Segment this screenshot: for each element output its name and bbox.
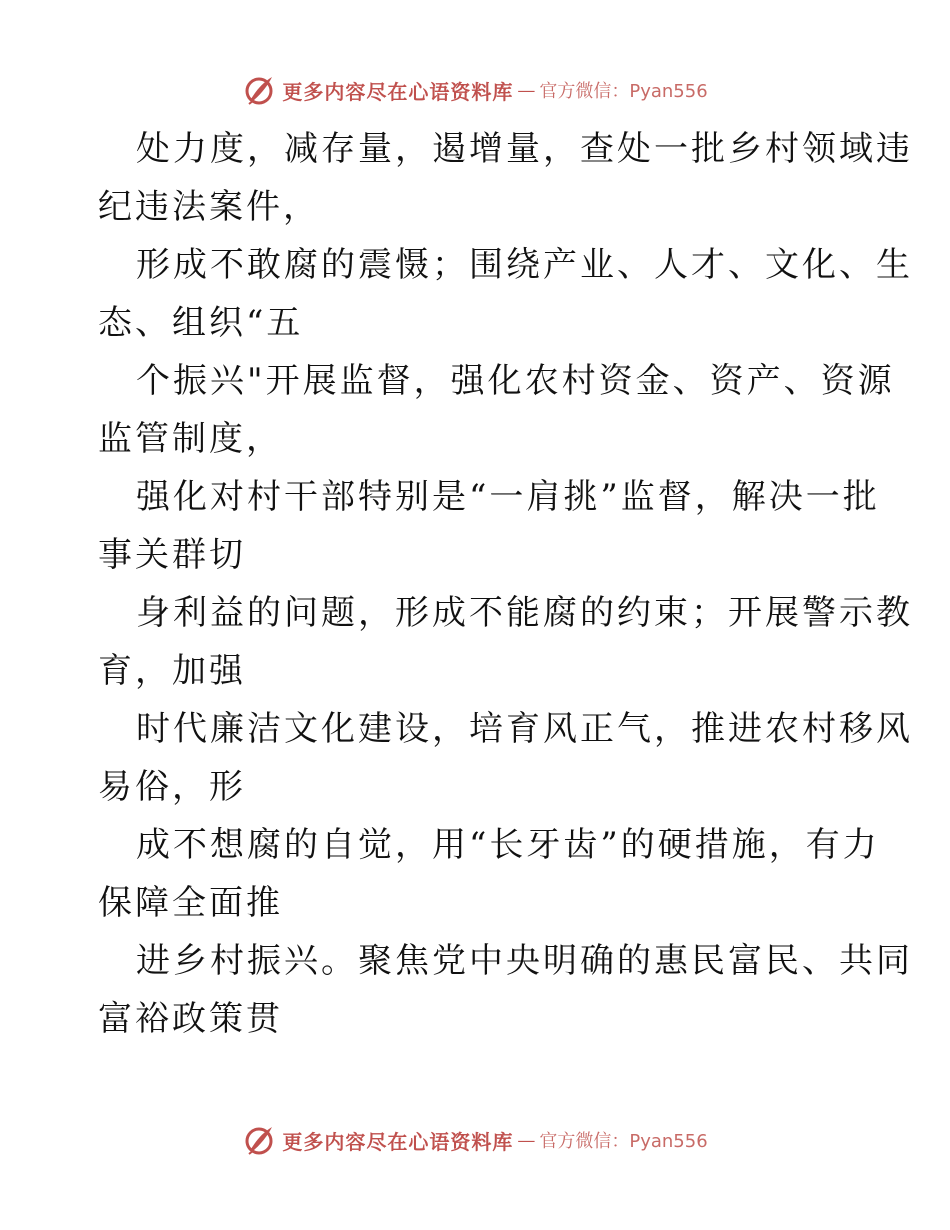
text-line: 事关群切 [98,535,246,575]
text-line: 易俗，形 [98,767,246,807]
footer-banner[interactable] [0,1120,950,1160]
text-line: 个振兴"开展监督，强化农村资金、资产、资源 [136,361,895,401]
header-banner[interactable] [0,70,950,110]
text-line: 成不想腐的自觉，用“长牙齿”的硬措施，有力 [136,825,880,865]
header-site-text: 更多内容尽在心语资料库 [282,79,514,104]
text-line: 强化对村干部特别是“一肩挑”监督，解决一批 [136,477,880,517]
footer-dash: — [517,1129,536,1151]
text-line: 形成不敢腐的震慑；围绕产业、人才、文化、生 [136,245,913,285]
body-text [98,120,913,1048]
text-line: 监管制度， [98,419,283,459]
text-line: 育，加强 [98,651,246,691]
text-line: 保障全面推 [98,883,283,923]
text-line: 处力度，减存量，遏增量，查处一批乡村领域违 [136,129,913,169]
text-line: 态、组织“五 [98,303,304,343]
header-dash: — [517,79,536,101]
quill-pen-logo-icon [242,73,276,107]
footer-site-text: 更多内容尽在心语资料库 [282,1129,514,1154]
footer-wechat-text: 官方微信：Pyan556 [539,1131,708,1152]
text-line: 时代廉洁文化建设，培育风正气，推进农村移风 [136,709,913,749]
text-line: 纪违法案件， [98,187,320,227]
header-wechat-text: 官方微信：Pyan556 [539,81,708,102]
quill-pen-logo-icon [242,1123,276,1157]
text-line: 身利益的问题，形成不能腐的约束；开展警示教 [136,593,913,633]
text-line: 富裕政策贯 [98,999,283,1039]
text-line: 进乡村振兴。聚焦党中央明确的惠民富民、共同 [136,941,913,981]
